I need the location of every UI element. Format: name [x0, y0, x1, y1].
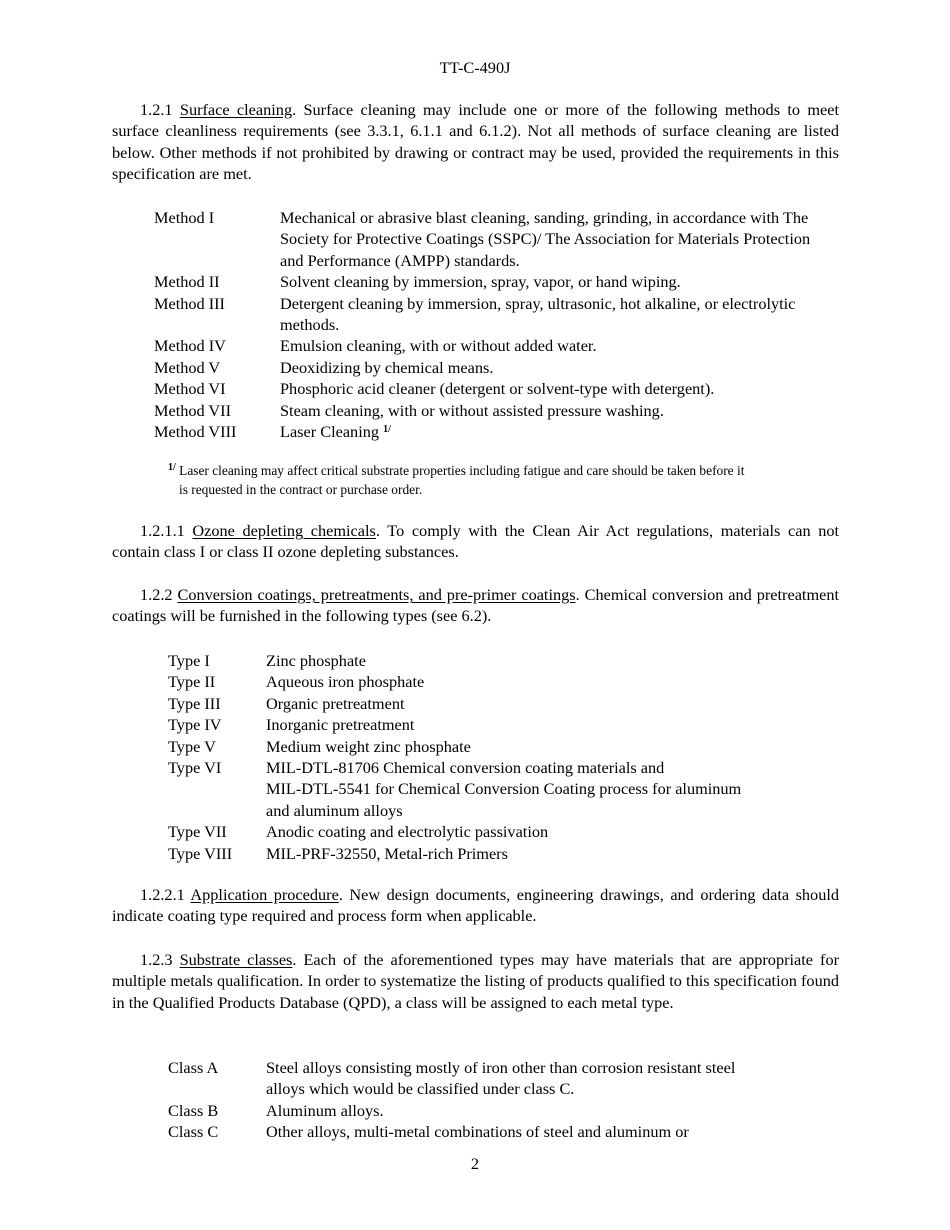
substrate-classes-list: [168, 1057, 828, 1143]
method-description: Phosphoric acid cleaner (detergent or solvent-type with detergent).: [280, 379, 715, 399]
list-item: [168, 1121, 828, 1142]
page-number: 2: [470, 1154, 480, 1173]
section-title: Substrate classes: [179, 950, 293, 969]
list-item: [168, 693, 828, 714]
list-item: [168, 1057, 828, 1100]
type-label: Type VI: [168, 758, 222, 778]
section-1-2-1: [112, 99, 839, 185]
section-title: Application procedure: [190, 885, 339, 904]
description-line: alloys which would be classified under class C.: [266, 1079, 575, 1099]
type-label: Type III: [168, 693, 221, 713]
list-item: [154, 271, 824, 292]
method-description-text: Laser Cleaning: [280, 422, 380, 442]
footnote-marker: 1/: [168, 462, 176, 473]
method-label: Method VI: [154, 379, 226, 399]
footnote-text: Laser cleaning may affect critical substrate properties including fatigue and care should be taken before it: [179, 463, 745, 478]
list-item: [154, 400, 824, 421]
type-description: Inorganic pretreatment: [266, 715, 415, 735]
list-item: [168, 757, 828, 821]
list-item: [168, 736, 828, 757]
list-item: [154, 378, 824, 399]
method-label: Method I: [154, 208, 215, 227]
section-text: . Surface cleaning may include one or more of the following methods to meet surface cleanliness requirements (see 3.3.1, 6.1.1 and 6.1.2). Not all methods of surface cleaning are listed below. Other methods if not prohibited by drawing or contract may be used, provided the requirements in this specification are met.: [112, 100, 839, 184]
class-description: [266, 1057, 828, 1100]
method-label: Method IV: [154, 336, 226, 356]
method-description: Emulsion cleaning, with or without added water.: [280, 336, 597, 356]
section-1-2-1-1: [112, 520, 839, 563]
method-description: Mechanical or abrasive blast cleaning, sanding, grinding, in accordance with The Society for Protective Coatings (SSPC)/ The Association for Materials Protection and Performance (AMPP) standards.: [280, 208, 811, 270]
section-1-2-2-1: [112, 884, 839, 927]
section-number: 1.2.2.1: [140, 885, 185, 904]
description-line: and aluminum alloys: [266, 800, 403, 820]
list-item: [168, 843, 828, 864]
section-1-2-3: [112, 949, 839, 1013]
class-label: Class C: [168, 1122, 219, 1142]
section-text: . Each of the aforementioned types may have materials that are appropriate for multiple metals qualification. In order to systematize the listing of products qualified to this specification found in the Qualified Products Database (QPD), a class will be assigned to each metal type.: [112, 950, 840, 1012]
list-item: [168, 650, 828, 671]
type-label: Type II: [168, 672, 216, 692]
section-title: Surface cleaning: [179, 100, 293, 119]
type-description: Anodic coating and electrolytic passivation: [266, 822, 549, 842]
list-item: [168, 821, 828, 842]
section-number: 1.2.1: [140, 100, 173, 119]
section-text: . To comply with the Clean Air Act regulations, materials can not contain class I or class II ozone depleting substances.: [112, 521, 840, 562]
type-description: [266, 757, 828, 821]
type-label: Type VII: [168, 822, 227, 842]
method-label: Method V: [154, 357, 221, 377]
footnote-line: is requested in the contract or purchase order.: [179, 481, 423, 497]
coating-types-list: [168, 650, 828, 864]
method-label: Method VIII: [154, 422, 237, 442]
footnote: [168, 462, 840, 499]
method-label: Method VII: [154, 400, 232, 420]
section-1-2-2: [112, 584, 839, 627]
method-description: [280, 421, 824, 442]
list-item: [154, 357, 824, 378]
description-line: MIL-DTL-81706 Chemical conversion coating materials and: [266, 758, 665, 778]
cleaning-methods-list: [154, 207, 824, 442]
section-title: Conversion coatings, pretreatments, and pre-primer coatings: [177, 585, 576, 604]
description-line: MIL-DTL-5541 for Chemical Conversion Coating process for aluminum: [266, 779, 742, 799]
type-description: MIL-PRF-32550, Metal-rich Primers: [266, 843, 508, 863]
method-description: Solvent cleaning by immersion, spray, vapor, or hand wiping.: [280, 272, 681, 292]
footnote-line: [168, 462, 840, 481]
document-id-header: TT-C-490J: [439, 58, 511, 77]
list-item: [168, 671, 828, 692]
class-label: Class A: [168, 1058, 219, 1077]
list-item: [154, 335, 824, 356]
type-label: Type V: [168, 736, 216, 756]
method-description: Steam cleaning, with or without assisted pressure washing.: [280, 400, 664, 420]
type-description: Organic pretreatment: [266, 693, 405, 713]
list-item: [168, 1100, 828, 1121]
section-text: . New design documents, engineering drawings, and ordering data should indicate coating type required and process form when applicable.: [112, 885, 839, 926]
section-title: Ozone depleting chemicals: [192, 521, 376, 540]
list-item: [154, 207, 824, 271]
list-item: [168, 714, 828, 735]
description-line: Steel alloys consisting mostly of iron other than corrosion resistant steel: [266, 1058, 736, 1077]
method-label: Method III: [154, 293, 225, 313]
section-text: . Chemical conversion and pretreatment coatings will be furnished in the following types (see 6.2).: [112, 585, 840, 626]
type-description: Medium weight zinc phosphate: [266, 736, 471, 756]
section-number: 1.2.3: [140, 950, 173, 969]
class-description: Aluminum alloys.: [266, 1100, 384, 1120]
type-description: Zinc phosphate: [266, 651, 366, 670]
section-number: 1.2.2: [140, 585, 173, 604]
method-description: Detergent cleaning by immersion, spray, ultrasonic, hot alkaline, or electrolytic methods.: [280, 293, 796, 335]
type-label: Type VIII: [168, 843, 233, 863]
type-description: Aqueous iron phosphate: [266, 672, 425, 692]
method-description: Deoxidizing by chemical means.: [280, 357, 494, 377]
class-label: Class B: [168, 1100, 219, 1120]
list-item: [154, 293, 824, 336]
section-number: 1.2.1.1: [140, 521, 185, 540]
list-item: [154, 421, 824, 442]
type-label: Type I: [168, 651, 210, 670]
footnote-reference: 1/: [383, 424, 391, 436]
type-label: Type IV: [168, 715, 222, 735]
class-description: Other alloys, multi-metal combinations of steel and aluminum or: [266, 1122, 689, 1142]
method-label: Method II: [154, 272, 220, 292]
